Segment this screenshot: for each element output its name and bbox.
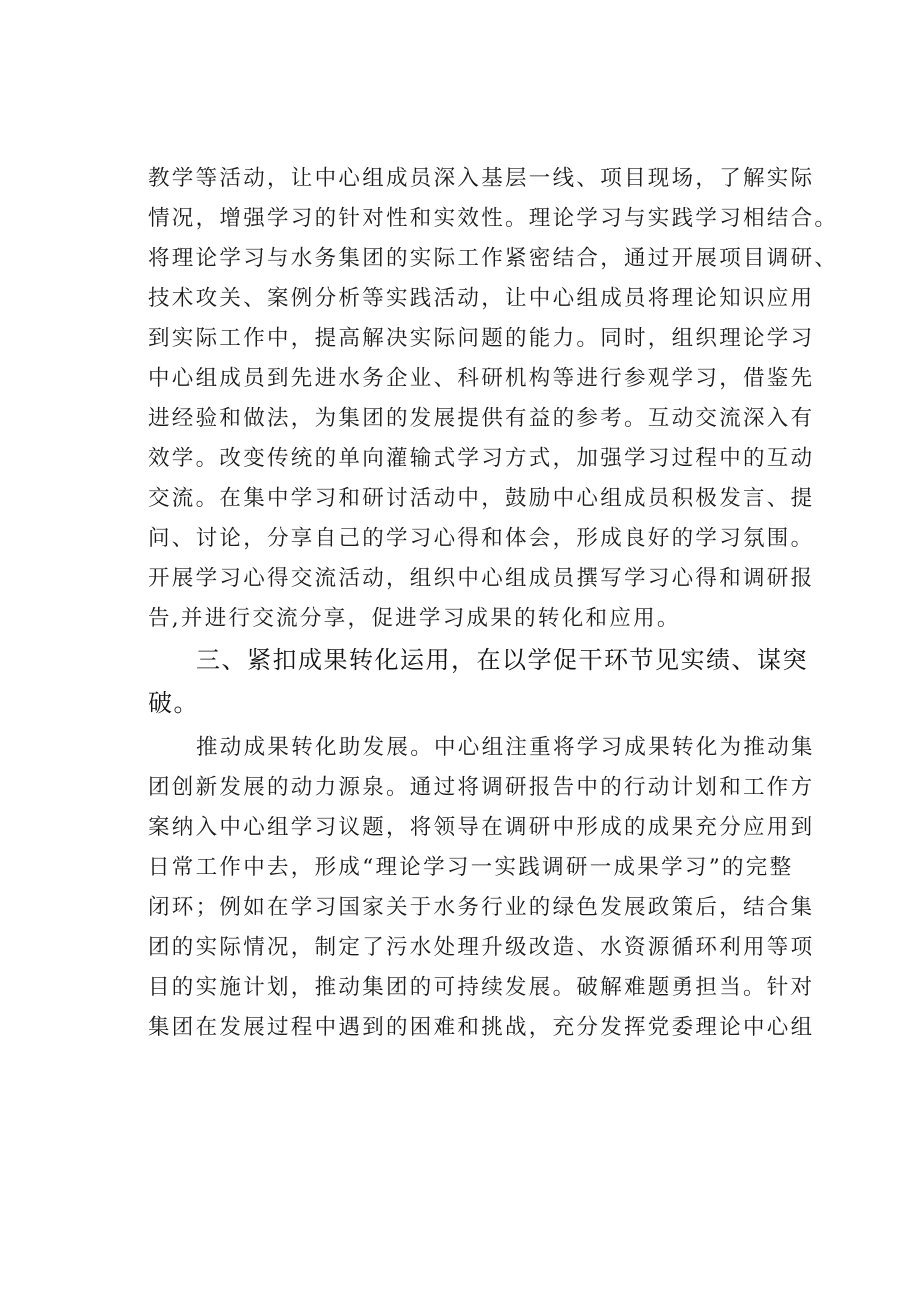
text-line: 日常工作中去，形成“理论学习一实践调研一成果学习”的完整 [148,855,794,880]
text-line: 将理论学习与水务集团的实际工作紧密结合，通过开展项目调研、 [148,246,839,271]
heading-line: 三、紧扣成果转化运用，在以学促干环节见实绩、谋突 [196,646,808,674]
text-line: 目的实施计划，推动集团的可持续发展。破解难题勇担当。针对 [148,975,815,1000]
text-line: 闭环；例如在学习国家关于水务行业的绿色发展政策后，结合集 [148,895,815,920]
text-line: 问、讨论，分享自己的学习心得和体会，形成良好的学习氛围。 [148,526,815,551]
text-line: 团创新发展的动力源泉。通过将调研报告中的行动计划和工作方 [148,775,815,800]
text-line: 情况，增强学习的针对性和实效性。理论学习与实践学习相结合。 [148,206,839,231]
text-line: 开展学习心得交流活动，组织中心组成员撰写学习心得和调研报 [148,566,815,591]
text-line: 集团在发展过程中遇到的困难和挑战，充分发挥党委理论中心组 [148,1015,815,1040]
text-line: 到实际工作中，提高解决实际问题的能力。同时，组织理论学习 [148,326,815,351]
text-line: 案纳入中心组学习议题，将领导在调研中形成的成果充分应用到 [148,815,815,840]
text-line: 效学。改变传统的单向灌输式学习方式，加强学习过程中的互动 [148,446,815,471]
text-line: 中心组成员到先进水务企业、科研机构等进行参观学习，借鉴先 [148,366,815,391]
text-line: 进经验和做法，为集团的发展提供有益的参考。互动交流深入有 [148,406,815,431]
text-line: 团的实际情况，制定了污水处理升级改造、水资源循环利用等项 [148,935,815,960]
text-line: 告,并进行交流分享，促进学习成果的转化和应用。 [148,606,681,631]
heading-line: 破。 [148,689,199,717]
text-line: 教学等活动，让中心组成员深入基层一线、项目现场，了解实际 [148,166,815,191]
text-line: 交流。在集中学习和研讨活动中，鼓励中心组成员积极发言、提 [148,486,815,511]
text-line: 技术攻关、案例分析等实践活动，让中心组成员将理论知识应用 [148,286,815,311]
text-line: 推动成果转化助发展。中心组注重将学习成果转化为推动集 [196,735,815,760]
